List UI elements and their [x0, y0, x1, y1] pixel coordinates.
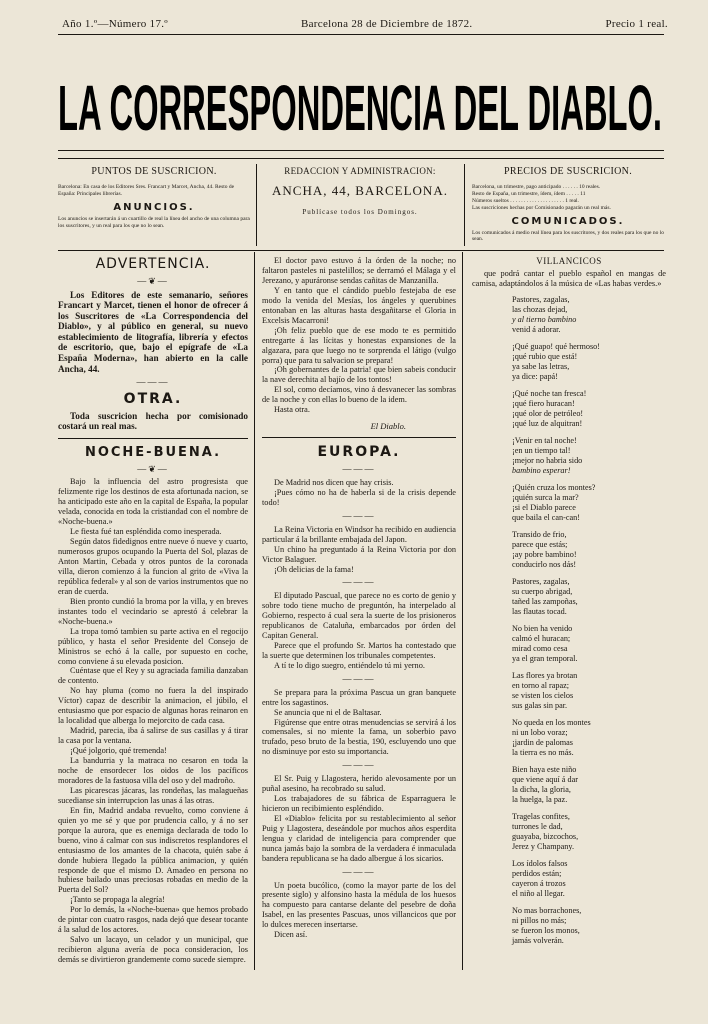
stanza: No queda en los montes ni un lobo voraz; ¡jardin de palomas la tierra es no más.: [512, 717, 591, 757]
subscription-box: [58, 166, 250, 242]
masthead-title: LA CORRESPONDENCIA DEL DIABLO.: [58, 72, 662, 142]
body-top-rule: [58, 250, 664, 251]
paragraph: En fin, Madrid andaba revuelto, como conviene á quien yo me sé y que por prudencia callo, y á no ser porque la aurora, que es enemiga declarada de todo lo bueno, vino á calmar con sus indiscretos resplandores el entusiasmo de los amantes de la chacota, quién sabe á donde hubiera llegado la pública animacion, y quién responde de que el mismo D. Amadeo en persona no hubiese bailado unas preciosas robadas en medio de la Puerta del Sol?: [58, 805, 248, 895]
column-divider-2: [462, 252, 463, 970]
otra-text: Toda suscricion hecha por comisionado costará un real mas.: [58, 410, 248, 432]
paragraph: Y en tanto que el cándido pueblo festejaba de ese modo la venida del Mesías, los ángeles y querubines entonaban en las alturas hasta desgañitarse el Gloria in Excelsis Macarroni!: [262, 285, 456, 325]
price-line: Las suscriciones hechas por Comisionado pagarán un real más.: [472, 204, 611, 211]
column-divider-1: [254, 252, 255, 970]
news-item: Un chino ha preguntado á la Reina Victoria por don Victor Balaguer.: [262, 544, 456, 564]
stanza: Transido de frio, parece que estás; ¡ay pobre bambino! conducirlo nos dás!: [512, 529, 577, 569]
nochebuena-title: NOCHE-BUENA.: [84, 444, 222, 460]
paragraph: Madrid, parecia, iba á salirse de sus casillas y á tirar la casa por la ventana.: [58, 726, 248, 746]
ornament: ———: [342, 866, 376, 877]
prices-title: PRECIOS DE SUSCRICION.: [503, 166, 632, 177]
villancicos-title: VILLANCICOS: [536, 256, 602, 266]
news-item: Se anuncia que ni el de Baltasar.: [274, 707, 382, 717]
stanza: Tragelas confites, turrones le dad, guayaba, bizcochos, Jerez y Champany.: [512, 811, 579, 851]
column-2: [262, 256, 456, 940]
paragraph: ¡Tanto se propaga la alegría!: [70, 895, 165, 905]
paragraph: Por lo demás, la «Noche-buena» que hemos probado de pintar con cuatro rasgos, nada dejó que desear tocante á la salud de los actores.: [58, 905, 248, 935]
news-item: Parece que el profundo Sr. Martos ha contestado que la suerte que determinen los tribunales competentes.: [262, 641, 456, 660]
paragraph: Bien pronto cundió la broma por la villa, y en breves instantes todo el vecindario se aprestó á celebrar la «Noche-buena.»: [58, 596, 248, 626]
subscription-title: PUNTOS DE SUSCRICION.: [91, 166, 217, 177]
ornament: ———: [342, 673, 376, 684]
news-item: Los trabajadores de su fábrica de Esparraguera le hicieron un recibimiento espléndido.: [262, 794, 456, 813]
paragraph: La tropa tomó tambien su parte activa en el regocijo público, y hasta el señor Presidente del Consejo de Ministros se echó á la calle, por supuesto en coche, como conviene á su elevada posicion.: [58, 626, 248, 666]
news-item: Un poeta bucólico, (como la mayor parte de los del presente siglo) y alfonsino hasta la médula de los huesos ha compuesto para cantarse delante del pesebre de doña Isabel, en las presentes Pascuas, unos villancicos que por lo dulces merecen insertarse.: [262, 880, 456, 930]
office-box: [262, 166, 458, 242]
masthead: [56, 58, 664, 142]
ornament: ———: [136, 377, 170, 388]
stanza: Pastores, zagalas, las chozas dejad, y al tierno bambino venid á adorar.: [512, 294, 577, 334]
section-divider: [262, 437, 456, 438]
communicados-text: Los comunicados á medio real línea para los suscritores, y dos reales para los que no lo sean.: [472, 229, 664, 243]
office-address: ANCHA, 44, BARCELONA.: [272, 182, 448, 198]
stanza: Bien haya este niño que viene aquí á dar la dicha, la gloria, la huelga, la paz.: [512, 764, 578, 804]
stanza: No bien ha venido calmó el huracan; mirad como cesa ya el gran temporal.: [512, 623, 578, 663]
news-item: ¡Oh delicias de la fama!: [274, 564, 354, 574]
ornament: ———: [342, 464, 376, 475]
paragraph: La bandurria y la matraca no cesaron en toda la noche de ensordecer los oidos de los pacíficos moradores de la fastuosa villa del oso y del madroño.: [58, 756, 248, 785]
issue-line: [62, 18, 668, 30]
news-item: De Madrid nos dicen que hay crisis.: [274, 478, 394, 488]
masthead-rule: [58, 150, 664, 151]
paragraph: Hasta otra.: [274, 405, 310, 415]
news-item: Figúrense que entre otras menudencias se servirá á los comensales, si no miente la fama, un soberbio pavo trufado, peso bruto de la bestia, 190, escluyendo uno que no disminuye por esto su importancia.: [262, 717, 456, 757]
header-divider-2: [464, 164, 465, 246]
communicados-title: COMUNICADOS.: [511, 215, 625, 227]
news-item: La Reina Victoria en Windsor ha recibido en audiencia particular á la brillante embajada del Japon.: [262, 524, 456, 544]
column-1: [58, 256, 248, 965]
stanza: No mas borrachones, ni pillos no más; se fueron los monos, jamás volverán.: [512, 905, 582, 945]
top-rule: [58, 34, 664, 35]
paragraph: Según datos fidedignos entre nueve ó nueve y cuarto, numerosos grupos ocupando la Puerta del Sol, plazas de Anton Martin, Cebada y otros puntos de la coronada villa, dieron comienzo á la funcion al grito de «Viva la república federal» y al son de varios instrumentos que no eran de cuerda.: [58, 537, 248, 596]
issue-number: Año 1.º—Número 17.º: [62, 18, 169, 30]
header-divider-1: [256, 164, 257, 246]
news-item: El diputado Pascual, que parece no es corto de genio y sobre todo tiene mucho de preguntón, ha interpelado al Gobierno, respecto á cual sera la suerte de los prisioneros republicanos de Cataluña, embarcados por órden del Capitan General.: [262, 591, 456, 641]
section-divider: [58, 438, 248, 439]
signature: El Diablo.: [370, 421, 406, 432]
paragraph: Salvo un lacayo, un celador y un municipal, que recibieron alguna avería de poca consideracion, los demás se divirtieron grandemente como sucede siempre.: [58, 935, 248, 965]
stanza: Los ídolos falsos perdidos están; cayeron á trozos el niño al llegar.: [512, 858, 568, 898]
office-title: REDACCION Y ADMINISTRACION:: [284, 166, 436, 176]
published-note: Publícase todos los Domingos.: [302, 208, 418, 217]
ornament: —❦—: [137, 463, 169, 474]
ornament: —❦—: [137, 275, 169, 286]
ornament: ———: [342, 760, 376, 771]
villancicos-intro: que podrá cantar el pueblo español en mangas de camisa, adaptándolos á la música de «Las habas verdes.»: [472, 268, 666, 288]
ornament: ———: [342, 577, 376, 588]
stanza: ¡Quién cruza los montes? ¡quién surca la mar? ¡si el Diablo parece que baila el can-can!: [512, 482, 596, 522]
paragraph: No hay pluma (como no fuera la del inspirado Víctor) capaz de describir la animacion, el júbilo, el entusiasmo que por espacio de algunas horas reinaron en la localidad que alberga lo mejorcito de cada casa.: [58, 686, 248, 726]
stanza: Pastores, zagalas, su cuerpo abrigad, tañed las zampoñas, las flautas tocad.: [512, 576, 578, 616]
otra-title: OTRA.: [123, 391, 183, 408]
dateline: Barcelona 28 de Diciembre de 1872.: [300, 18, 473, 30]
paragraph: ¡Qué jolgorio, qué tremenda!: [70, 746, 167, 756]
news-item: Dicen así.: [274, 930, 308, 940]
stanza: Las flores ya brotan en torno al rapaz; se visten los cielos sus galas sin par.: [512, 670, 578, 710]
column-3: [472, 256, 666, 953]
ads-text: Los anuncios se insertarán á un cuartillo de real la línea del ancho de una columna para los suscritores, y un real para los que no lo sean.: [58, 215, 250, 229]
news-item: Se prepara para la próxima Pascua un gran banquete entre los sagastinos.: [262, 687, 456, 707]
advertencia-title: ADVERTENCIA.: [95, 256, 211, 272]
paragraph: El sol, como decíamos, vino á desvanecer las sombras de la noche y con ellas lo bueno de la idem.: [262, 385, 456, 405]
paragraph: Las picarescas jácaras, las rondeñas, las malagueñas sucedianse sin interrupcion las unas á las otras.: [58, 785, 248, 805]
paragraph: ¡Oh feliz pueblo que de ese modo te es permitido entregarte á las lícitas y honestas expansiones de la algazara, para que luego no te sorprenda el látigo (vulgo porra) que para tu salvacion se prepara!: [262, 325, 456, 365]
news-item: A tí te lo digo suegro, entiéndelo tú mi yerno.: [274, 660, 425, 670]
masthead-rule-thin: [58, 158, 664, 159]
price-line: Números sueltos . . . . . . . . . . . . . . . . . . . . 1 real.: [472, 197, 579, 204]
ads-title: ANUNCIOS.: [113, 201, 195, 213]
stanza: ¡Venir en tal noche! ¡en un tiempo tal! ¡mejor no habria sido bambino esperar!: [512, 435, 583, 475]
news-item: ¡Pues cómo no ha de haberla si de la crisis depende todo!: [262, 487, 456, 507]
paragraph: Cuéntase que el Rey y su agraciada familia danzaban de contento.: [58, 666, 248, 686]
ornament: ———: [342, 510, 376, 521]
stanza: ¡Qué noche tan fresca! ¡qué fiero huracan! ¡qué olor de petróleo! ¡qué luz de alquitran!: [512, 388, 587, 428]
price: Precio 1 real.: [605, 18, 668, 30]
paragraph: El doctor pavo estuvo á la órden de la noche; no faltaron pasteles ni pastelillos; se derramó el Málaga y el Jerezano, y apuráronse sendas cañitas de Manzanilla.: [262, 256, 456, 285]
news-item: El Sr. Puig y Llagostera, herido alevosamente por un puñal asesino, ha recobrado su salud.: [262, 774, 456, 794]
verses: [472, 295, 666, 946]
news-item: El «Diablo» felicita por su restablecimiento al señor Puig y Llagostera, deseándole por muchos años esperdita lengua y claridad de inteligencia para comprender que nunca jamás bajo la sombra de la verdadera é inmaculada bandera republicana se ha dado albergue á los sicarios.: [262, 813, 456, 863]
paragraph: Bajo la influencia del astro progresista que felizmente rige los destinos de esta afortunada nacion, se ha anticipado este año en la capital de España, la popular velada, conocida en toda la cristiandad con el nombre de «Noche-buena.»: [58, 477, 248, 527]
paragraph: Le fiesta fué tan espléndida como inesperada.: [70, 527, 222, 537]
europa-title: EUROPA.: [317, 444, 401, 461]
prices-box: [472, 166, 664, 242]
advertencia-text: Los Editores de este semanario, señores Francart y Marcet, tienen el honor de ofrecer á los Suscritores de «La Correspondencia del Diablo», y al público en general, su nuevo establecimiento de litografía, librería y efectos de escritorio, que, bajo el epígrafe de «La España Moderna», han abierto en la calle Ancha, 44.: [58, 289, 248, 374]
price-line: Barcelona, un trimestre, pago anticipado . . . . . . 10 reales.: [472, 184, 601, 190]
price-line: Resto de España, un trimestre, ídem, ídem . . . . . 11: [472, 190, 586, 197]
stanza: ¡Qué guapo! qué hermoso! ¡qué rubio que está! ya sabe las letras, ya dice: papá!: [512, 341, 600, 381]
paragraph: ¡Oh gobernantes de la patria! que bien sabeis conducir la nave derechita al bajío de los tontos!: [262, 365, 456, 385]
subscription-text: Barcelona: En casa de los Editores Sres. Francart y Marcet, Ancha, 44. Resto de España: Principales librerías.: [58, 184, 235, 197]
